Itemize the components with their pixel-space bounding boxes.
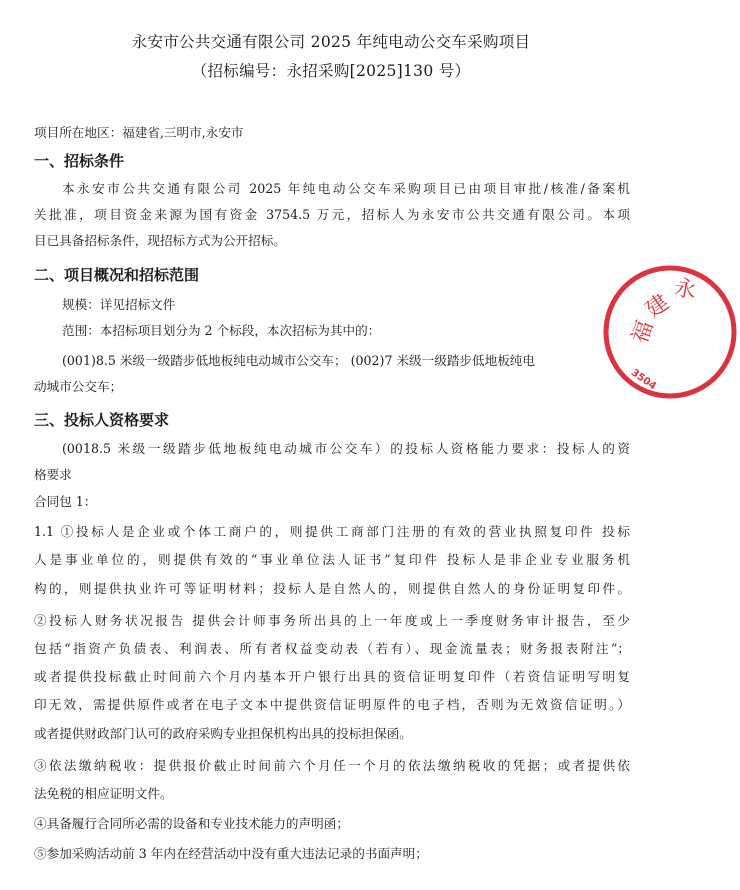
qualification-item: ⑤参加采购活动前 3 年内在经营活动中没有重大违法记录的书面声明； — [34, 846, 428, 861]
document-title: 永安市公共交通有限公司 2025 年纯电动公交车采购项目 — [131, 33, 531, 51]
qualification-item: 法免税的相应证明文件。 — [34, 786, 173, 801]
scale-line: 规模：详见招标文件 — [62, 297, 176, 312]
qualification-item: 包括“指资产负债表、利润表、所有者权益变动表（若有）、现金流量表；财务报表附注”； — [34, 641, 630, 656]
seal-code: 3504 — [628, 367, 659, 393]
seal-ring — [606, 268, 734, 396]
paragraph-line: 目已具备招标条件，现招标方式为公开招标。 — [34, 233, 286, 248]
lot-line: (001)8.5 米级一级踏步低地板纯电动城市公交车； (002)7 米级一级踏步低地板纯电 — [62, 353, 535, 368]
section-heading-bidder-qualification: 三、投标人资格要求 — [34, 411, 170, 429]
official-seal-stamp — [600, 262, 740, 402]
seal-char: 永 — [672, 275, 699, 304]
section-heading-bidding-conditions: 一、招标条件 — [34, 152, 125, 170]
paragraph-line: 格要求 — [34, 467, 72, 482]
qualification-item: ④具备履行合同所必需的设备和专业技术能力的声明函； — [34, 816, 349, 831]
qualification-item: 1.1 ①投标人是企业或个体工商户的，则提供工商部门注册的有效的营业执照复印件 投标 — [34, 524, 630, 539]
qualification-item: 或者提供投标截止时间前六个月内基本开户银行出具的资信证明复印件（若资信证明写明复 — [34, 669, 630, 684]
qualification-item: ③依法缴纳税收：提供报价截止时间前六个月任一个月的依法缴纳税收的凭据；或者提供依 — [34, 758, 630, 773]
seal-char: 建 — [641, 290, 674, 324]
lot-line: 动城市公交车； — [34, 379, 123, 394]
paragraph-line: 关批准，项目资金来源为国有资金 3754.5 万元，招标人为永安市公共交通有限公司。本项 — [34, 207, 630, 222]
qualification-item: 印无效，需提供原件或者在电子文本中提供资信证明原件的电子档，否则为无效资信证明。） — [34, 697, 630, 712]
qualification-item: 或者提供财政部门认可的政府采购专业担保机构出具的投标担保函。 — [34, 726, 412, 741]
qualification-item: ②投标人财务状况报告 提供会计师事务所出具的上一年度或上一季度财务审计报告，至少 — [34, 613, 630, 628]
paragraph-line: 本永安市公共交通有限公司 2025 年纯电动公交车采购项目已由项目审批/核准/备案机 — [62, 181, 630, 196]
paragraph-line: (0018.5 米级一级踏步低地板纯电动城市公交车）的投标人资格能力要求：投标人的资 — [62, 441, 630, 456]
tender-number: （招标编号：永招采购[2025]130 号） — [191, 62, 471, 80]
qualification-item: 构的，则提供执业许可等证明材料；投标人是自然人的，则提供自然人的身份证明复印件。 — [34, 581, 630, 596]
qualification-item: 人是事业单位的，则提供有效的“事业单位法人证书”复印件 投标人是非企业专业服务机 — [34, 552, 630, 567]
scope-line: 范围：本招标项目划分为 2 个标段，本次招标为其中的： — [62, 323, 381, 338]
project-region: 项目所在地区：福建省,三明市,永安市 — [34, 125, 244, 140]
contract-package-label: 合同包 1： — [34, 494, 97, 509]
section-heading-project-overview: 二、项目概况和招标范围 — [34, 266, 200, 284]
seal-char: 福 — [627, 317, 659, 347]
